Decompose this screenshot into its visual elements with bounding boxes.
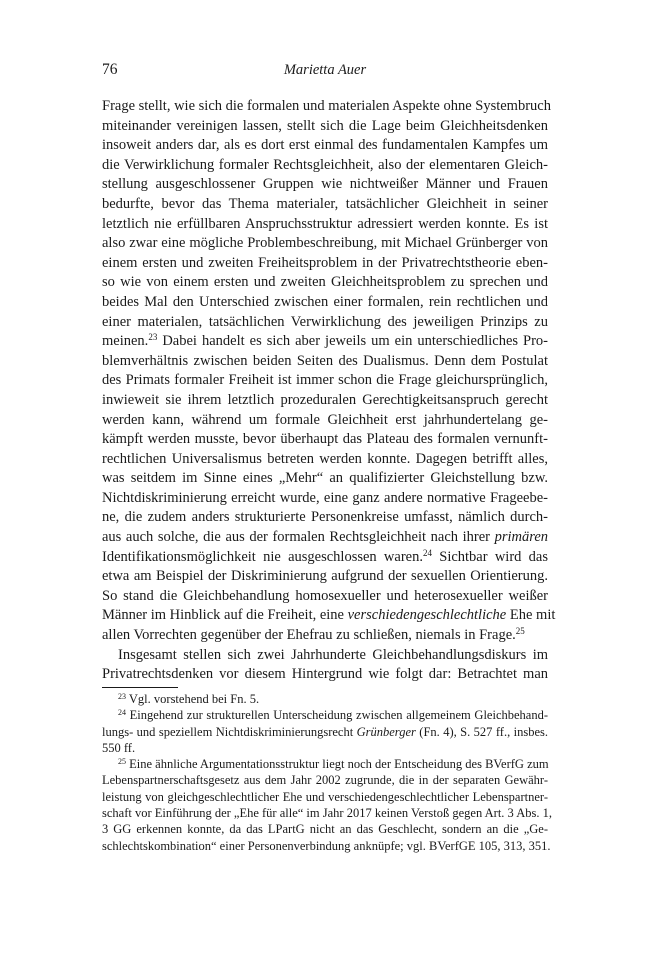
footnote-line: schlechtskombination“ einer Personenverbindung anknüpfe; vgl. BVerfGE 105, 313, 351. [102,838,551,853]
body-line: Frage stellt, wie sich die formalen und materialen Aspekte ohne Systembruch [102,98,551,114]
body-line: letztlich nie erfüllbaren Anspruchsstruktur adressiert werden konnte. Es ist [102,215,548,232]
footnote-line [102,724,548,740]
body-fragment: Sichtbar wird das [439,548,549,565]
footnote-text: Eine ähnliche Argumentationsstruktur liegt noch der Entscheidung des BVerfG zum [129,757,549,772]
body-line [102,528,548,548]
footnote-text: lungs- und speziellem Nichtdiskriminierungsrecht [102,724,354,739]
body-line: einer materialen, tatsächlichen Verwirklichung des jeweiligen Prinzips zu [102,313,548,330]
footnote-text: (Fn. 4), S. 527 ff., insbes. [419,724,548,739]
footnote-ref[interactable]: 25 [515,626,525,637]
emphasis-text: verschiedengeschlechtliche [347,607,507,624]
body-line [102,548,548,568]
footnote-number: 23 [118,692,126,701]
footnote-23 [102,691,548,707]
footnote-line: Lebenspartnerschaftsgesetz aus dem Jahr 2002 zugrunde, die in der separaten Gewähr- [102,773,548,788]
body-fragment: Dabei handelt es sich aber jeweils um ein unterschiedliches Pro- [162,333,548,350]
body-line: des Primats formaler Freiheit ist immer schon die Frage gleichursprünglich, [102,372,548,389]
body-line: beides Mal den Unterschied zwischen einer formalen, rein rechtlichen und [102,293,548,310]
body-line: die Verwirklichung formaler Rechtsgleichheit, also der elementaren Gleich- [102,156,548,173]
body-fragment: Identifikationsmöglichkeit nie ausgeschlossen waren. [102,548,423,565]
footnote-line: schaft vor Einführung der „Ehe für alle“ im Jahr 2017 keinen Verstoß gegen Art. 3 Abs. 1, [102,806,552,821]
footnote-divider [102,687,178,688]
body-line: rechtlichen Universalismus betreten werden konnte. Dagegen betrifft alles, [102,450,548,467]
footnote-number: 25 [118,757,126,767]
footnote-25 [102,756,548,772]
body-line: bedurfte, bevor das Thema materialer, tatsächlicher Gleichheit in seiner [102,195,548,212]
body-line: Insgesamt stellen sich zwei Jahrhunderte Gleichbehandlungsdiskurs im [118,646,548,663]
body-fragment: meinen. [102,333,149,350]
body-fragment: allen Vorrechten gegenüber der Ehefrau zu schließen, niemals in Frage. [102,627,516,644]
page-number: 76 [102,61,118,78]
emphasis-text: primären [494,529,549,546]
running-head-author: Marietta Auer [283,62,367,78]
body-text [102,97,556,685]
body-line: Privatrechtsdenken vor diesem Hintergrund wie folgt dar: Betrachtet man [102,666,548,683]
footnote-number: 24 [118,708,126,718]
body-line: blemverhältnis zwischen beiden Seiten des Dualismus. Denn dem Postulat [102,352,548,369]
body-line [102,332,548,352]
body-line: inwieweit sie ihrem letztlich prozeduralen Gerechtigkeitsanspruch gerecht [102,391,548,408]
body-line: etwa am Beispiel der Diskriminierung aufgrund der sexuellen Orientierung. [102,568,548,585]
footnote-text: Eingehend zur strukturellen Unterscheidung zwischen allgemeinem Gleichbehand- [129,708,549,723]
body-line: insoweit anders dar, als es dort erst einmal des fundamentalen Kampfes um [102,137,548,154]
footnote-line: leistung von gleichgeschlechtlicher Ehe und verschiedengeschlechtlicher Lebenspartner- [102,789,548,804]
body-line: werden kann, während um formale Gleichheit erst jahrhundertelang ge- [102,411,548,428]
body-line: Nichtdiskriminierung erreicht wurde, eine ganz andere normative Frageebe- [102,489,548,506]
body-line: einem ersten und zweiten Freiheitsproblem in der Privatrechtstheorie eben- [102,254,548,271]
footnote-text: Vgl. vorstehend bei Fn. 5. [128,692,260,706]
body-line: So stand die Gleichbehandlung homosexueller und heterosexueller weißer [102,587,548,604]
body-line: was seitdem im Sinne eines „Mehr“ an qualifizierter Gleichstellung bzw. [102,470,548,487]
body-fragment: Männer im Hinblick auf die Freiheit, eine [102,607,344,624]
body-line: ne, die zudem anders strukturierte Personenkreise umfasst, nämlich durch- [102,509,548,526]
body-line: miteinander vereinigen lassen, stellt sich die Lage beim Gleichheitsdenken [102,117,548,134]
body-line: stellung ausgeschlossener Gruppen wie nichtweißer Männer und Frauen [102,176,548,193]
footnotes [102,691,552,854]
body-line: so wie von einem ersten und zweiten Gleichheitsproblem zu sprechen und [102,274,548,291]
body-line [102,626,548,646]
cited-author: Grünberger [356,724,416,739]
footnote-line: 550 ff. [102,740,136,755]
body-line: also zwar eine mögliche Problembeschreibung, mit Michael Grünberger von [102,235,548,252]
footnote-24 [102,707,548,723]
footnote-line: 3 GG erkennen konnte, da das LPartG nicht an das Geschlecht, sondern an die „Ge- [102,822,548,837]
body-fragment: aus auch solche, die aus der formalen Rechtsgleichheit nach ihrer [102,529,490,546]
body-line: kämpft werden musste, bevor überhaupt das Plateau des formalen vernunft- [102,431,548,448]
footnote-ref[interactable]: 23 [148,332,158,343]
footnote-ref[interactable]: 24 [422,547,432,558]
body-fragment: Ehe mit [509,607,556,624]
body-line [102,606,556,626]
